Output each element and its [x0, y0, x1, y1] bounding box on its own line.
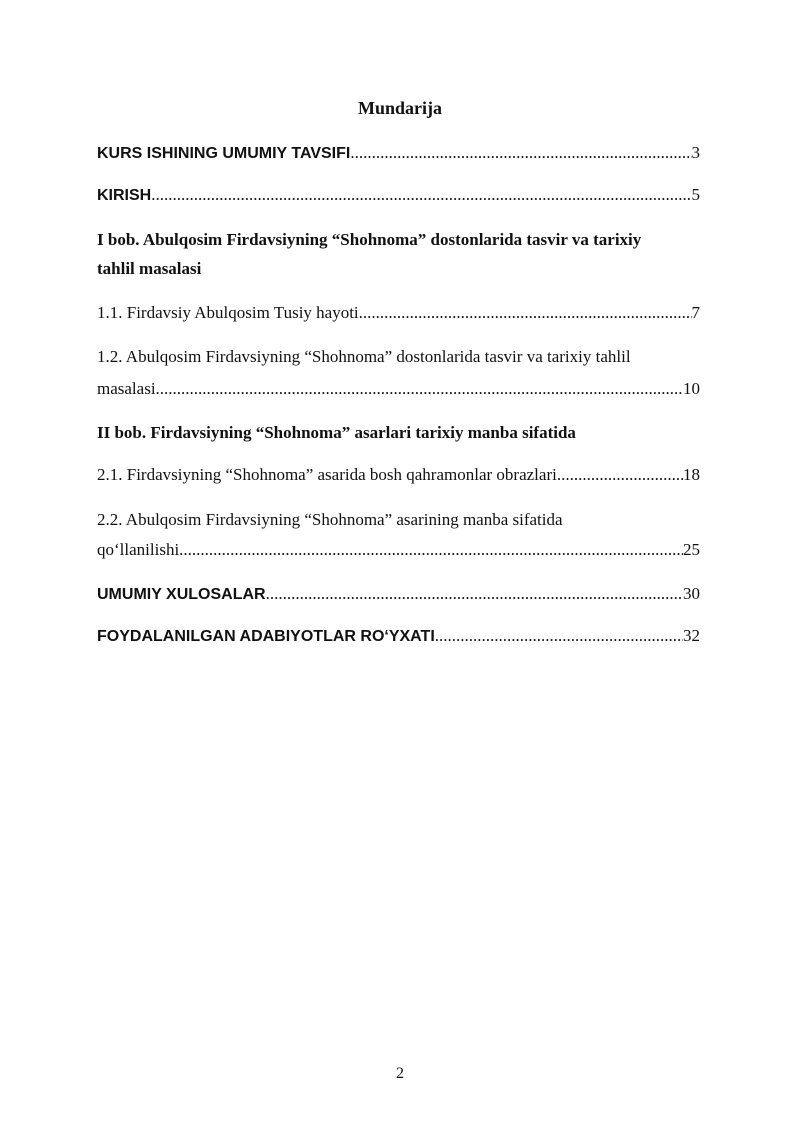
toc-entry-introduction[interactable]: [97, 183, 700, 207]
toc-entry-text: UMUMIY XULOSALAR: [97, 586, 266, 603]
page-title: Mundarija: [357, 98, 442, 118]
dot-leader: [350, 141, 691, 165]
toc-page-number: 3: [691, 143, 700, 162]
toc-page-number: 25: [683, 540, 700, 559]
dot-leader: [179, 538, 683, 562]
toc-entry-text: 2.1. Firdavsiyning “Shohnoma” asarida bosh qahramonlar obrazlari: [97, 465, 557, 484]
toc-entry-2-2[interactable]: [97, 538, 700, 562]
toc-entry-1-2-line1[interactable]: 1.2. Abulqosim Firdavsiyning “Shohnoma” dostonlarida tasvir va tarixiy tahlil: [97, 347, 631, 366]
dot-leader: [151, 183, 691, 207]
toc-chapter-1-heading-line1[interactable]: I bob. Abulqosim Firdavsiyning “Shohnoma” dostonlarida tasvir va tarixiy: [97, 230, 642, 249]
toc-entry-text: 1.1. Firdavsiy Abulqosim Tusiy hayoti: [97, 303, 359, 322]
dot-leader: [435, 624, 683, 648]
dot-leader: [266, 582, 683, 606]
dot-leader: [156, 377, 683, 401]
page-number: 2: [396, 1065, 404, 1082]
toc-entry-1-1[interactable]: [97, 301, 700, 325]
toc-entry-text: KIRISH: [97, 187, 152, 204]
toc-entry-1-2[interactable]: [97, 377, 700, 401]
toc-entry-text: FOYDALANILGAN ADABIYOTLAR RO‘YXATI: [97, 628, 435, 645]
toc-entry-general-description[interactable]: [97, 141, 700, 165]
toc-entry-conclusions[interactable]: [97, 582, 700, 606]
toc-page-number: 32: [683, 626, 700, 645]
toc-page-number: 30: [683, 584, 700, 603]
toc-page-number: 5: [691, 185, 700, 204]
toc-page-number: 7: [691, 303, 700, 322]
dot-leader: [557, 463, 683, 487]
toc-page-number: 18: [683, 465, 700, 484]
toc-chapter-1-heading-line2[interactable]: tahlil masalasi: [97, 259, 202, 278]
toc-entry-bibliography[interactable]: [97, 624, 700, 648]
toc-entry-text: qo‘llanilishi: [97, 540, 180, 559]
toc-entry-2-2-line1[interactable]: 2.2. Abulqosim Firdavsiyning “Shohnoma” asarining manba sifatida: [97, 510, 563, 529]
toc-page-number: 10: [683, 379, 700, 398]
dot-leader: [359, 301, 692, 325]
toc-chapter-2-heading[interactable]: II bob. Firdavsiyning “Shohnoma” asarlari tarixiy manba sifatida: [97, 423, 576, 442]
toc-entry-text: KURS ISHINING UMUMIY TAVSIFI: [97, 145, 351, 162]
toc-entry-text: masalasi: [97, 379, 156, 398]
toc-entry-2-1[interactable]: [97, 463, 700, 487]
